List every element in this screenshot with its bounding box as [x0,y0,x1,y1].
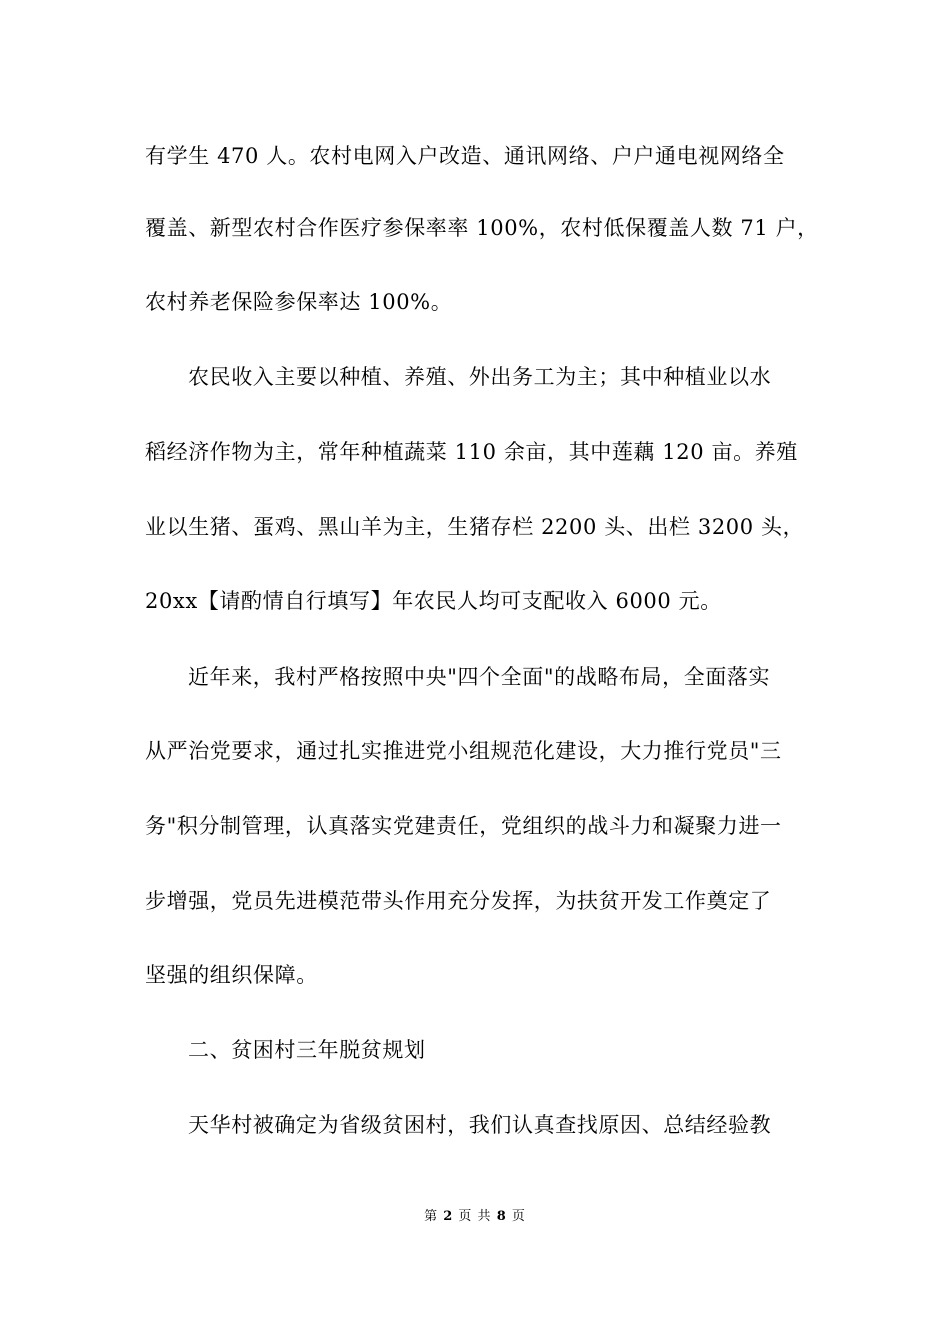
section-heading: 二、贫困村三年脱贫规划 [188,1038,426,1062]
paragraph-first-line: 天华村被确定为省级贫困村，我们认真查找原因、总结经验教 [188,1113,772,1137]
paragraph-first-line: 近年来，我村严格按照中央"四个全面"的战略布局，全面落实 [188,665,771,689]
footer-middle: 页 共 [458,1209,492,1224]
current-page-number: 2 [443,1209,454,1224]
page-footer [0,1208,950,1226]
paragraph-first-line: 农民收入主要以种植、养殖、外出务工为主；其中种植业以水 [188,365,772,389]
text-line: 农村养老保险参保率达 100%。 [145,290,453,314]
footer-suffix: 页 [511,1209,526,1224]
text-line: 有学生 470 人。农村电网入户改造、通讯网络、户户通电视网络全 [145,144,785,168]
footer-prefix: 第 [424,1209,439,1224]
text-line: 步增强，党员先进模范带头作用充分发挥，为扶贫开发工作奠定了 [145,889,772,913]
total-page-number: 8 [496,1209,507,1224]
text-line: 从严治党要求，通过扎实推进党小组规范化建设，大力推行党员"三 [145,739,782,763]
text-line: 务"积分制管理，认真落实党建责任，党组织的战斗力和凝聚力进一 [145,814,782,838]
text-line: 坚强的组织保障。 [145,963,318,987]
text-line: 稻经济作物为主，常年种植蔬菜 110 余亩，其中莲藕 120 亩。养殖 [145,440,798,464]
text-line: 业以生猪、蛋鸡、黑山羊为主，生猪存栏 2200 头、出栏 3200 头， [145,515,805,539]
text-line: 覆盖、新型农村合作医疗参保率率 100%，农村低保覆盖人数 71 户， [145,216,819,240]
text-line: 20xx【请酌情自行填写】年农民人均可支配收入 6000 元。 [145,589,722,613]
